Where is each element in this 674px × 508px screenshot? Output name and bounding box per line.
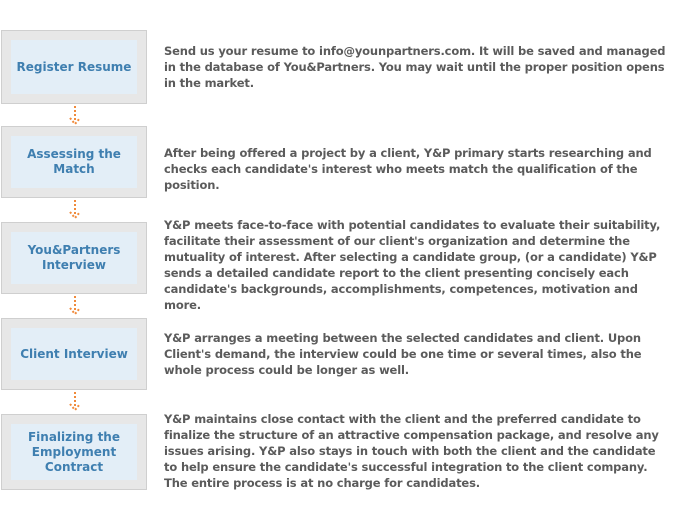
dotted-down-arrow-icon [69,104,81,128]
dotted-down-arrow-icon [69,390,81,414]
step-box-finalizing-contract [1,414,147,490]
step-box-inner [11,136,137,188]
step-description: Y&P arranges a meeting between the selected candidates and client. Upon Client's demand, the interview could be one time or several times, also the whole process could be longer as well. [164,331,642,377]
step-description: After being offered a project by a client, Y&P primary starts researching and checks each candidate's interest who meets match the qualification of the position. [164,146,652,192]
step-label: Finalizing the Employment Contract [27,429,120,474]
step-box-inner [11,424,137,480]
step-label: Register Resume [16,59,132,74]
step-box-client-interview [1,318,147,390]
step-box-inner [11,232,137,284]
step-box-yp-interview [1,222,147,294]
step-description: Y&P maintains close contact with the client and the preferred candidate to finalize the structure of an attractive compensation package, and resolve any issues arising. Y&P also stays in touch with both the client and the candidate to help ensure the candidate's successful integration to the client company. The entire process is at no charge for candidates. [164,412,659,490]
step-box-assessing-match [1,126,147,198]
step-label: You&Partners Interview [27,243,121,272]
dotted-down-arrow-icon [69,294,81,318]
step-box-register-resume [1,30,147,104]
step-description: Y&P meets face-to-face with potential candidates to evaluate their suitability, facilitate their assessment of our client's organization and determine the mutuality of interest. After selecting a candidate group, (or a candidate) Y&P sends a detailed candidate report to the client presenting concisely each candidate's backgrounds, accomplishments, competences, motivation and more. [164,218,661,312]
step-description: Send us your resume to info@younpartners.com. It will be saved and managed in the database of You&Partners. You may wait until the proper position opens in the market. [164,44,666,90]
step-label: Client Interview [20,346,128,361]
dotted-down-arrow-icon [69,198,81,222]
step-box-inner [11,328,137,380]
step-label: Assessing the Match [27,147,121,176]
step-box-inner [11,40,137,94]
